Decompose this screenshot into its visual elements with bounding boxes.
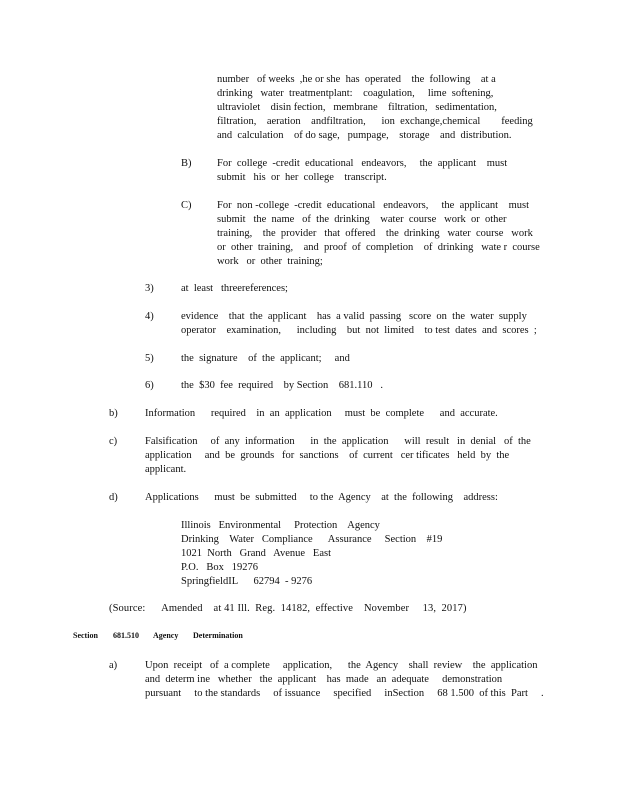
item-3-text bbox=[181, 282, 288, 296]
item-b-upper-text bbox=[217, 157, 507, 185]
address-line: Drinking Water Compliance Assurance Section #19 bbox=[181, 534, 443, 545]
item-d-text bbox=[145, 491, 498, 505]
text-line: applicant. bbox=[145, 464, 187, 475]
section-number: 681.510 bbox=[113, 631, 139, 640]
address-line: P.O. Box 19276 bbox=[181, 562, 259, 573]
text-line: at least threereferences; bbox=[181, 283, 288, 294]
item-3-label: 3) bbox=[145, 283, 154, 294]
item-4-text bbox=[181, 310, 537, 338]
text-line: ultraviolet disin fection, membrane filtration, sedimentation, bbox=[217, 102, 497, 113]
text-line: the signature of the applicant; and bbox=[181, 353, 350, 364]
text-line: For college -credit educational endeavors, the applicant must bbox=[217, 158, 508, 169]
text-line: Falsification of any information in the application will result in denial of the bbox=[145, 436, 531, 447]
item-6-label: 6) bbox=[145, 380, 154, 391]
text-line: For non -college -credit educational endeavors, the applicant must bbox=[217, 200, 529, 211]
address-line: 1021 North Grand Avenue East bbox=[181, 548, 331, 559]
section-title-word-2: Determination bbox=[193, 631, 243, 640]
text-line: evidence that the applicant has a valid passing score on the water supply bbox=[181, 311, 527, 322]
item-c-upper-label: C) bbox=[181, 200, 192, 211]
item-5-label: 5) bbox=[145, 353, 154, 364]
item-d-label: d) bbox=[109, 492, 118, 503]
text-line: or other training, and proof of completion of drinking wate r course bbox=[217, 242, 540, 253]
text-line: Information required in an application must be complete and accurate. bbox=[145, 408, 498, 419]
item-5-text bbox=[181, 352, 350, 366]
text-line: filtration, aeration andfiltration, ion exchange,chemical feeding bbox=[217, 116, 533, 127]
text-line: Upon receipt of a complete application, the Agency shall review the application bbox=[145, 660, 538, 671]
text-line: number of weeks ,he or she has operated the following at a bbox=[217, 74, 496, 85]
item-c-text bbox=[145, 435, 531, 477]
text-line: application and be grounds for sanctions of current cer tificates held by the bbox=[145, 450, 510, 461]
item-b-label: b) bbox=[109, 408, 118, 419]
source-note: (Source: Amended at 41 Ill. Reg. 14182, effective November 13, 2017) bbox=[109, 603, 467, 614]
item-a-text bbox=[145, 659, 544, 701]
text-line: Applications must be submitted to the Agency at the following address: bbox=[145, 492, 498, 503]
text-line: the $30 fee required by Section 681.110 . bbox=[181, 380, 383, 391]
item-a-label: a) bbox=[109, 660, 118, 671]
address-line: SpringfieldIL 62794 - 9276 bbox=[181, 576, 313, 587]
text-line: training, the provider that offered the drinking water course work bbox=[217, 228, 533, 239]
item-b-text bbox=[145, 407, 498, 421]
text-line: pursuant to the standards of issuance specified inSection 68 1.500 of this Part . bbox=[145, 688, 544, 699]
text-line: drinking water treatmentplant: coagulation, lime softening, bbox=[217, 88, 494, 99]
item-4-label: 4) bbox=[145, 311, 154, 322]
item-6-text bbox=[181, 379, 383, 393]
section-title-word-1: Agency bbox=[153, 631, 179, 640]
intro-paragraph bbox=[217, 73, 533, 143]
text-line: and determ ine whether the applicant has made an adequate demonstration bbox=[145, 674, 503, 685]
item-c-label: c) bbox=[109, 436, 118, 447]
text-line: work or other training; bbox=[217, 256, 323, 267]
section-word: Section bbox=[73, 631, 98, 640]
text-line: operator examination, including but not limited to test dates and scores ; bbox=[181, 325, 537, 336]
text-line: and calculation of do sage, pumpage, storage and distribution. bbox=[217, 130, 512, 141]
item-c-upper-text bbox=[217, 199, 540, 269]
text-line: submit the name of the drinking water course work or other bbox=[217, 214, 507, 225]
address-line: Illinois Environmental Protection Agency bbox=[181, 520, 380, 531]
text-line: submit his or her college transcript. bbox=[217, 172, 387, 183]
item-b-upper-label: B) bbox=[181, 158, 192, 169]
agency-address bbox=[181, 519, 442, 589]
